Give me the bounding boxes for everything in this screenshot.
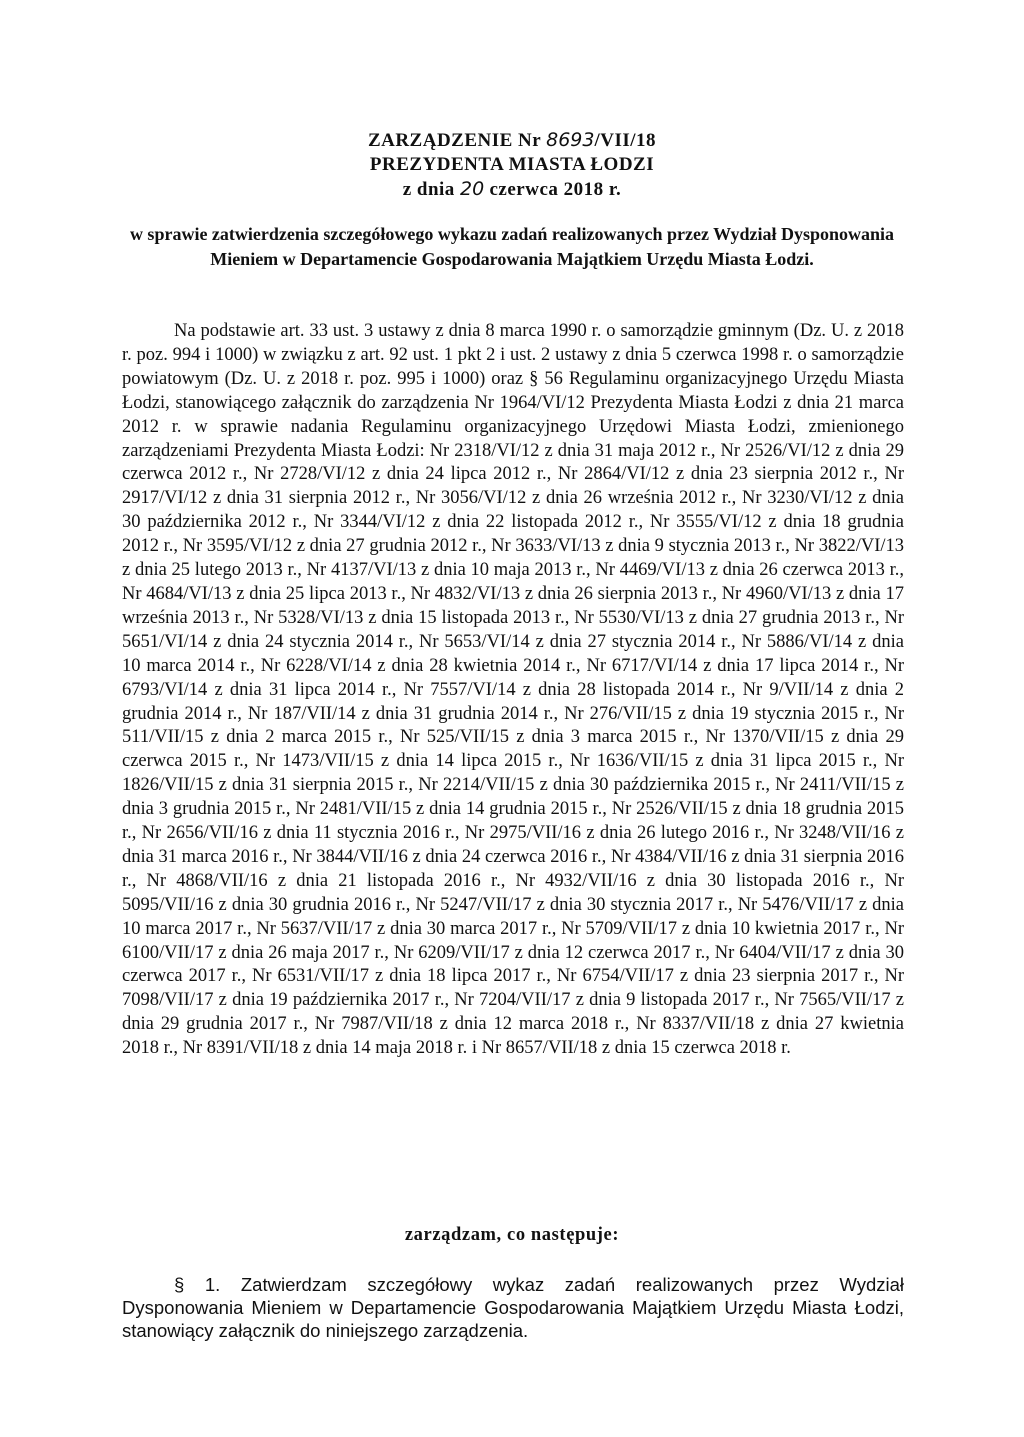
handwritten-decree-number: 8693 [546, 129, 595, 151]
legal-basis-preamble: Na podstawie art. 33 ust. 3 ustawy z dnia 8 marca 1990 r. o samorządzie gminnym (Dz. U. z 2018 r. poz. 994 i 1000) w związku z art. 92 ust. 1 pkt 2 i ust. 2 ustawy z dnia 5 czerwca 1998 r. o samorządzie powiatowym (Dz. U. z 2018 r. poz. 995 i 1000) oraz § 56 Regulaminu organizacyjnego Urzędu Miasta Łodzi, stanowiącego załącznik do zarządzenia Nr 1964/VI/12 Prezydenta Miasta Łodzi z dnia 21 marca 2012 r. w sprawie nadania Regulaminu organizacyjnego Urzędowi Miasta Łodzi, zmienionego zarządzeniami Prezydenta Miasta Łodzi: Nr 2318/VI/12 z dnia 31 maja 2012 r., Nr 2526/VI/12 z dnia 29 czerwca 2012 r., Nr 2728/VI/12 z dnia 24 lipca 2012 r., Nr 2864/VI/12 z dnia 23 sierpnia 2012 r., Nr 2917/VI/12 z dnia 31 sierpnia 2012 r., Nr 3056/VI/12 z dnia 26 września 2012 r., Nr 3230/VI/12 z dnia 30 października 2012 r., Nr 3344/VI/12 z dnia 22 listopada 2012 r., Nr 3555/VI/12 z dnia 18 grudnia 2012 r., Nr 3595/VI/12 z dnia 27 grudnia 2012 r., Nr 3633/VI/13 z dnia 9 stycznia 2013 r., Nr 3822/VI/13 z dnia 25 lutego 2013 r., Nr 4137/VI/13 z dnia 10 maja 2013 r., Nr 4469/VI/13 z dnia 26 czerwca 2013 r., Nr 4684/VI/13 z dnia 25 lipca 2013 r., Nr 4832/VI/13 z dnia 26 sierpnia 2013 r., Nr 4960/VI/13 z dnia 17 września 2013 r., Nr 5328/VI/13 z dnia 15 listopada 2013 r., Nr 5530/VI/13 z dnia 27 grudnia 2013 r., Nr 5651/VI/14 z dnia 24 stycznia 2014 r., Nr 5653/VI/14 z dnia 27 stycznia 2014 r., Nr 5886/VI/14 z dnia 10 marca 2014 r., Nr 6228/VI/14 z dnia 28 kwietnia 2014 r., Nr 6717/VI/14 z dnia 17 lipca 2014 r., Nr 6793/VI/14 z dnia 31 lipca 2014 r., Nr 7557/VI/14 z dnia 28 listopada 2014 r., Nr 9/VII/14 z dnia 2 grudnia 2014 r., Nr 187/VII/14 z dnia 31 grudnia 2014 r., Nr 276/VII/15 z dnia 19 stycznia 2015 r., Nr 511/VII/15 z dnia 2 marca 2015 r., Nr 525/VII/15 z dnia 3 marca 2015 r., Nr 1370/VII/15 z dnia 29 czerwca 2015 r., Nr 1473/VII/15 z dnia 14 lipca 2015 r., Nr 1636/VII/15 z dnia 31 lipca 2015 r., Nr 1826/VII/15 z dnia 31 sierpnia 2015 r., Nr 2214/VII/15 z dnia 30 października 2015 r., Nr 2411/VII/15 z dnia 3 grudnia 2015 r., Nr 2481/VII/15 z dnia 14 grudnia 2015 r., Nr 2526/VII/15 z dnia 18 grudnia 2015 r., Nr 2656/VII/16 z dnia 11 stycznia 2016 r., Nr 2975/VII/16 z dnia 26 lutego 2016 r., Nr 3248/VII/16 z dnia 31 marca 2016 r., Nr 3844/VII/16 z dnia 24 czerwca 2016 r., Nr 4384/VII/16 z dnia 31 sierpnia 2016 r., Nr 4868/VII/16 z dnia 21 listopada 2016 r., Nr 4932/VII/16 z dnia 30 listopada 2016 r., Nr 5095/VII/16 z dnia 30 grudnia 2016 r., Nr 5247/VII/17 z dnia 30 stycznia 2017 r., Nr 5476/VII/17 z dnia 10 marca 2017 r., Nr 5637/VII/17 z dnia 30 marca 2017 r., Nr 5709/VII/17 z dnia 10 kwietnia 2017 r., Nr 6100/VII/17 z dnia 26 maja 2017 r., Nr 6209/VII/17 z dnia 12 czerwca 2017 r., Nr 6404/VII/17 z dnia 30 czerwca 2017 r., Nr 6531/VII/17 z dnia 18 lipca 2017 r., Nr 6754/VII/17 z dnia 23 sierpnia 2017 r., Nr 7098/VII/17 z dnia 19 października 2017 r., Nr 7204/VII/17 z dnia 9 listopada 2017 r., Nr 7565/VII/17 z dnia 29 grudnia 2017 r., Nr 7987/VII/18 z dnia 12 marca 2018 r., Nr 8337/VII/18 z dnia 27 kwietnia 2018 r., Nr 8391/VII/18 z dnia 14 maja 2018 r. i Nr 8657/VII/18 z dnia 15 czerwca 2018 r. [122, 321, 904, 1059]
handwritten-date-day: 20 [460, 178, 485, 200]
order-heading: zarządzam, co następuje: [404, 1225, 620, 1245]
document-header [0, 128, 1024, 202]
decree-title-prefix: ZARZĄDZENIE Nr [367, 130, 541, 151]
decree-issuer: PREZYDENTA MIASTA ŁODZI [369, 154, 655, 175]
decree-date-prefix: z dnia [402, 179, 455, 200]
decree-date [0, 177, 1024, 202]
decree-date-suffix: czerwca 2018 r. [489, 179, 622, 200]
decree-title [0, 128, 1024, 153]
section-1-paragraph: § 1. Zatwierdzam szczegółowy wykaz zadań realizowanych przez Wydział Dysponowania Mieniem w Departamencie Gospodarowania Majątkiem Urzędu Miasta Łodzi, stanowiący załącznik do niniejszego zarządzenia. [122, 1274, 904, 1341]
decree-title-suffix: /VII/18 [594, 130, 657, 151]
decree-subject: w sprawie zatwierdzenia szczegółowego wykazu zadań realizowanych przez Wydział Dysponowania Mieniem w Departamencie Gospodarowania Majątkiem Urzędu Miasta Łodzi. [129, 224, 895, 269]
